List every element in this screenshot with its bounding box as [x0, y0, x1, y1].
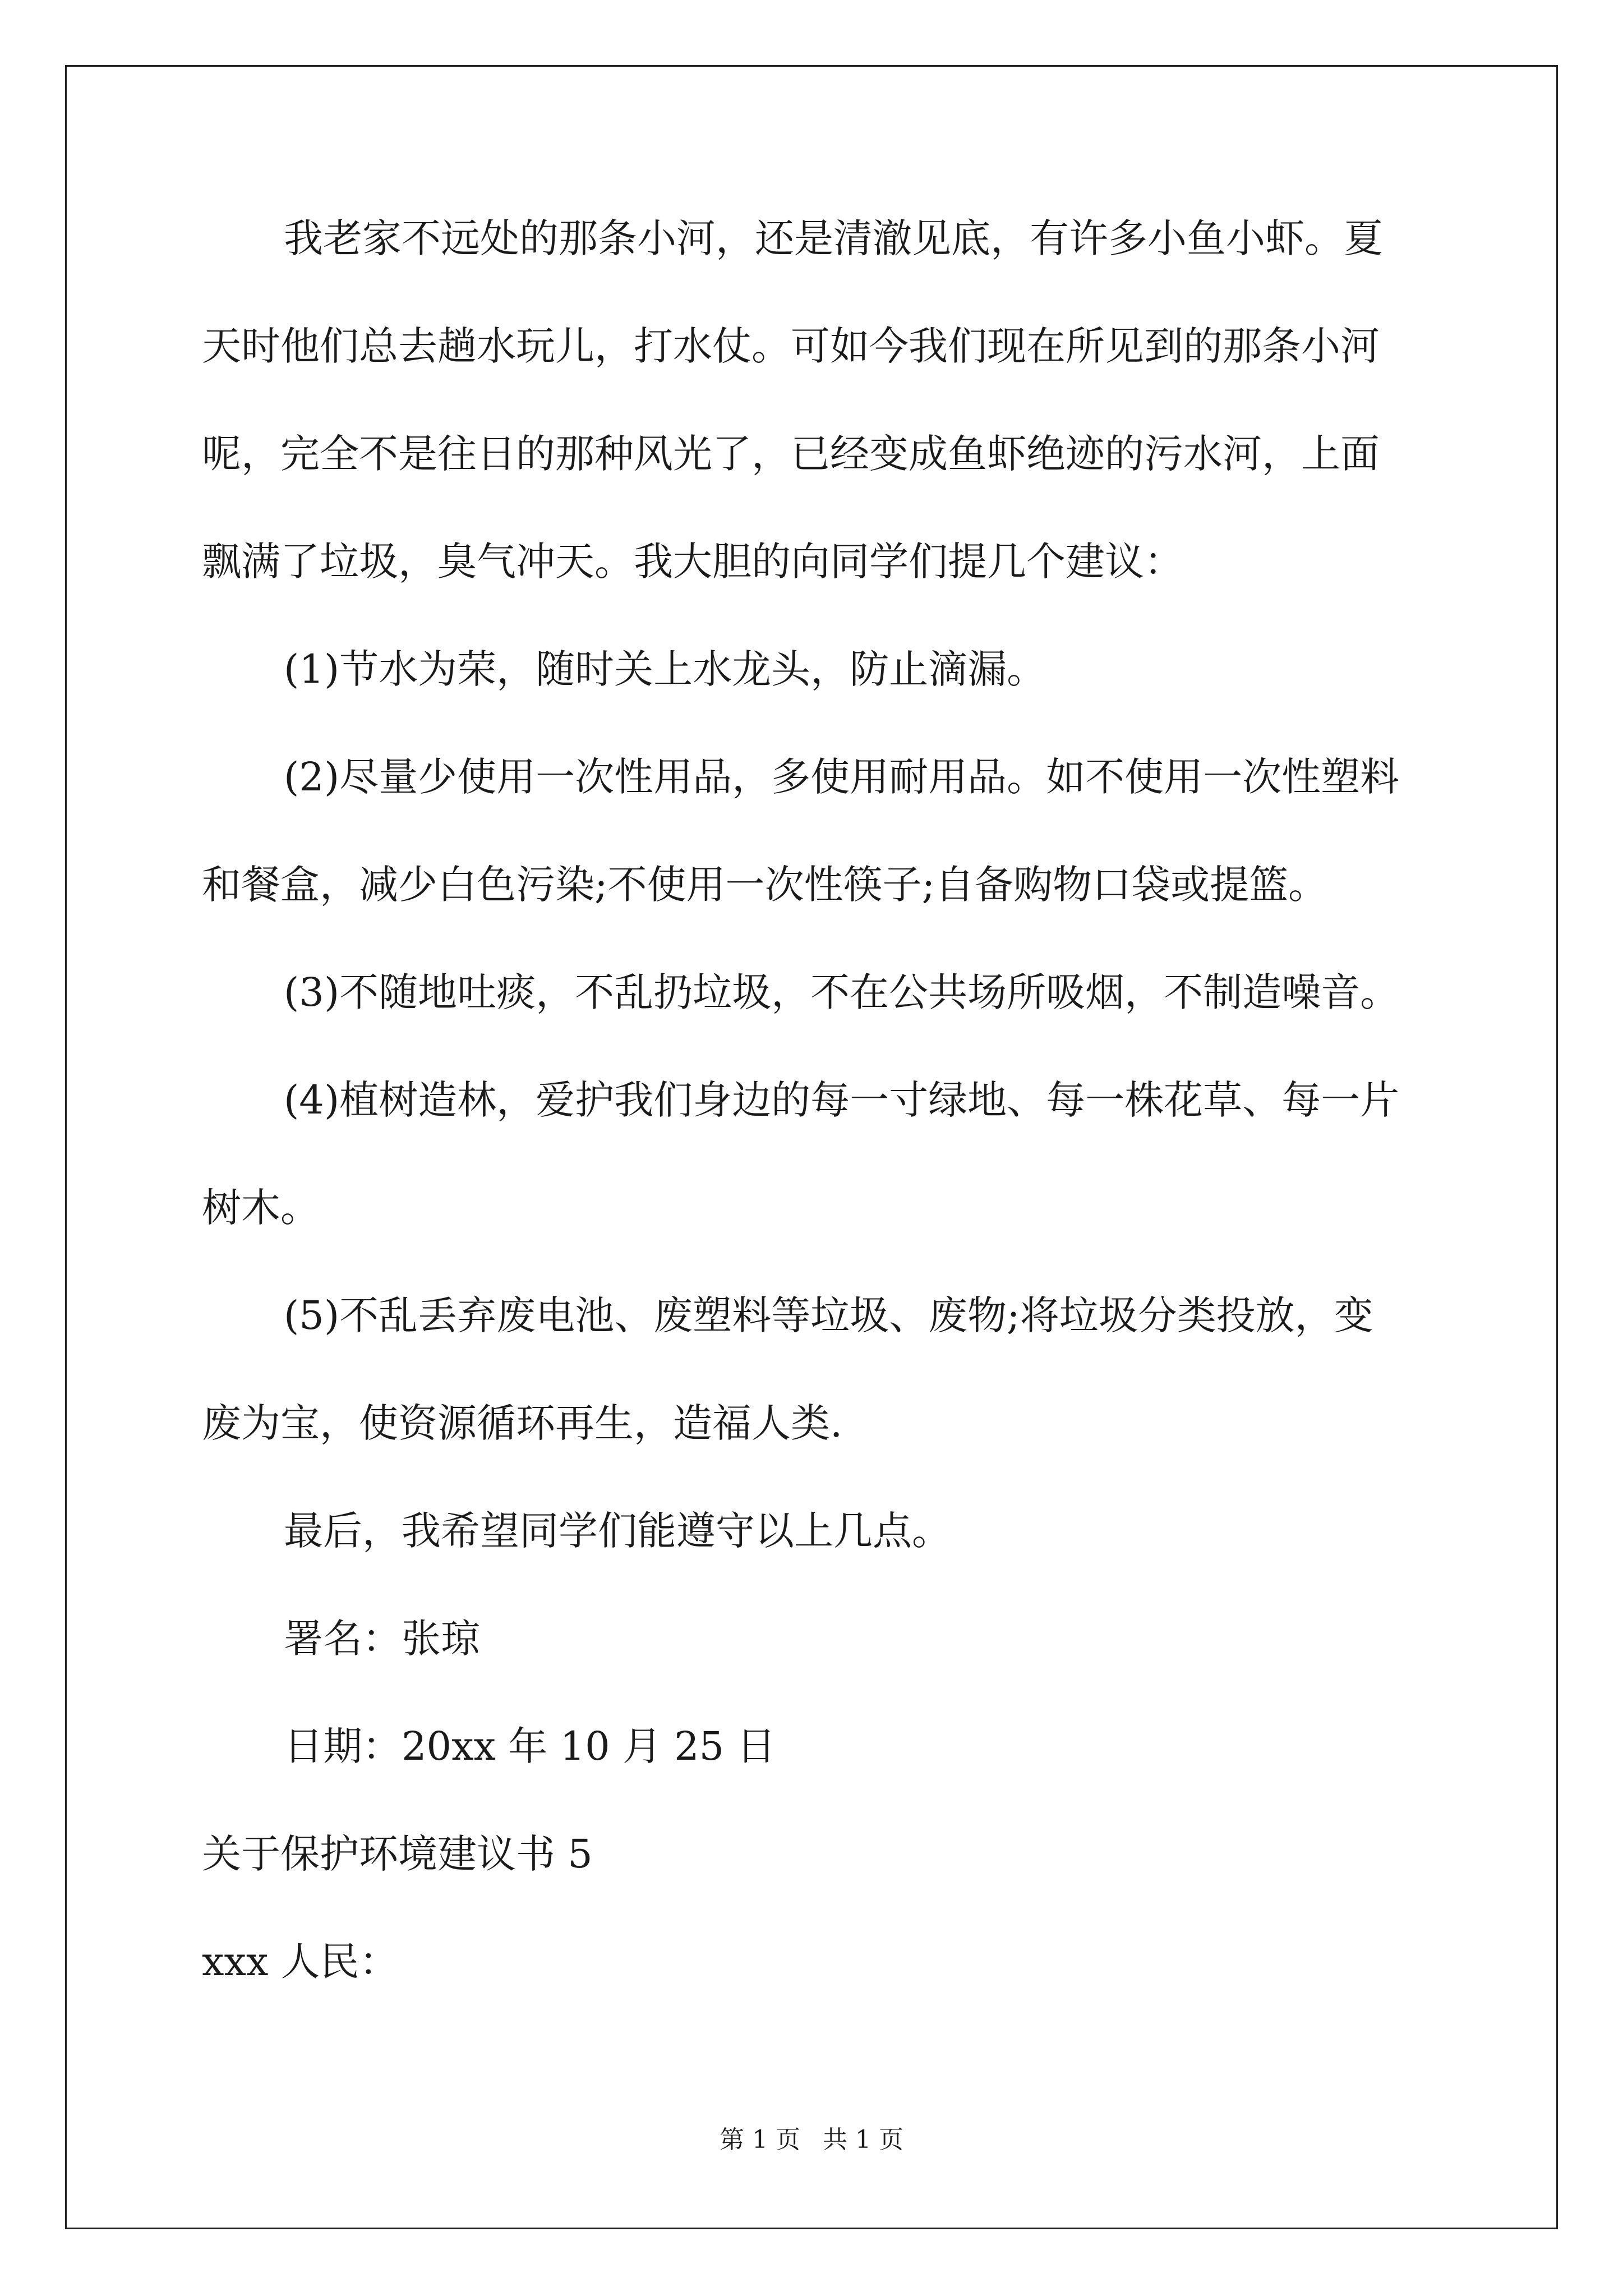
suggestion-5-line-2: 废为宝，使资源循环再生，造福人类.	[202, 1400, 843, 1446]
suggestion-2-line-1: (2)尽量少使用一次性用品，多使用耐用品。如不使用一次性塑料	[284, 754, 1400, 800]
suggestion-4-line-2: 树木。	[202, 1185, 320, 1231]
section-title: 关于保护环境建议书 5	[202, 1831, 593, 1877]
suggestion-4-line-1: (4)植树造林，爱护我们身边的每一寸绿地、每一株花草、每一片	[284, 1077, 1400, 1123]
paragraph-1-line-4: 飘满了垃圾，臭气冲天。我大胆的向同学们提几个建议：	[202, 539, 1183, 585]
salutation-line: xxx 人民：	[202, 1939, 399, 1985]
paragraph-1-line-3: 呢，完全不是往日的那种风光了，已经变成鱼虾绝迹的污水河，上面	[202, 431, 1380, 477]
page-border	[65, 65, 1558, 2229]
page-number: 第 1 页	[720, 2125, 800, 2154]
signature-line: 署名：张琼	[284, 1616, 480, 1662]
suggestion-5-line-1: (5)不乱丢弃废电池、废塑料等垃圾、废物;将垃圾分类投放，变	[284, 1292, 1373, 1338]
paragraph-1-line-2: 天时他们总去趟水玩儿，打水仗。可如今我们现在所见到的那条小河	[202, 323, 1380, 369]
suggestion-2-line-2: 和餐盒，减少白色污染;不使用一次性筷子;自备购物口袋或提篮。	[202, 862, 1328, 908]
total-pages: 共 1 页	[823, 2125, 903, 2154]
paragraph-1-line-1: 我老家不远处的那条小河，还是清澈见底，有许多小鱼小虾。夏	[284, 215, 1383, 261]
closing-paragraph: 最后，我希望同学们能遵守以上几点。	[284, 1508, 951, 1554]
suggestion-3: (3)不随地吐痰，不乱扔垃圾，不在公共场所吸烟，不制造噪音。	[284, 969, 1400, 1015]
page-footer	[0, 2123, 1623, 2157]
suggestion-1: (1)节水为荣，随时关上水龙头，防止滴漏。	[284, 646, 1046, 692]
date-line: 日期：20xx 年 10 月 25 日	[284, 1723, 776, 1769]
